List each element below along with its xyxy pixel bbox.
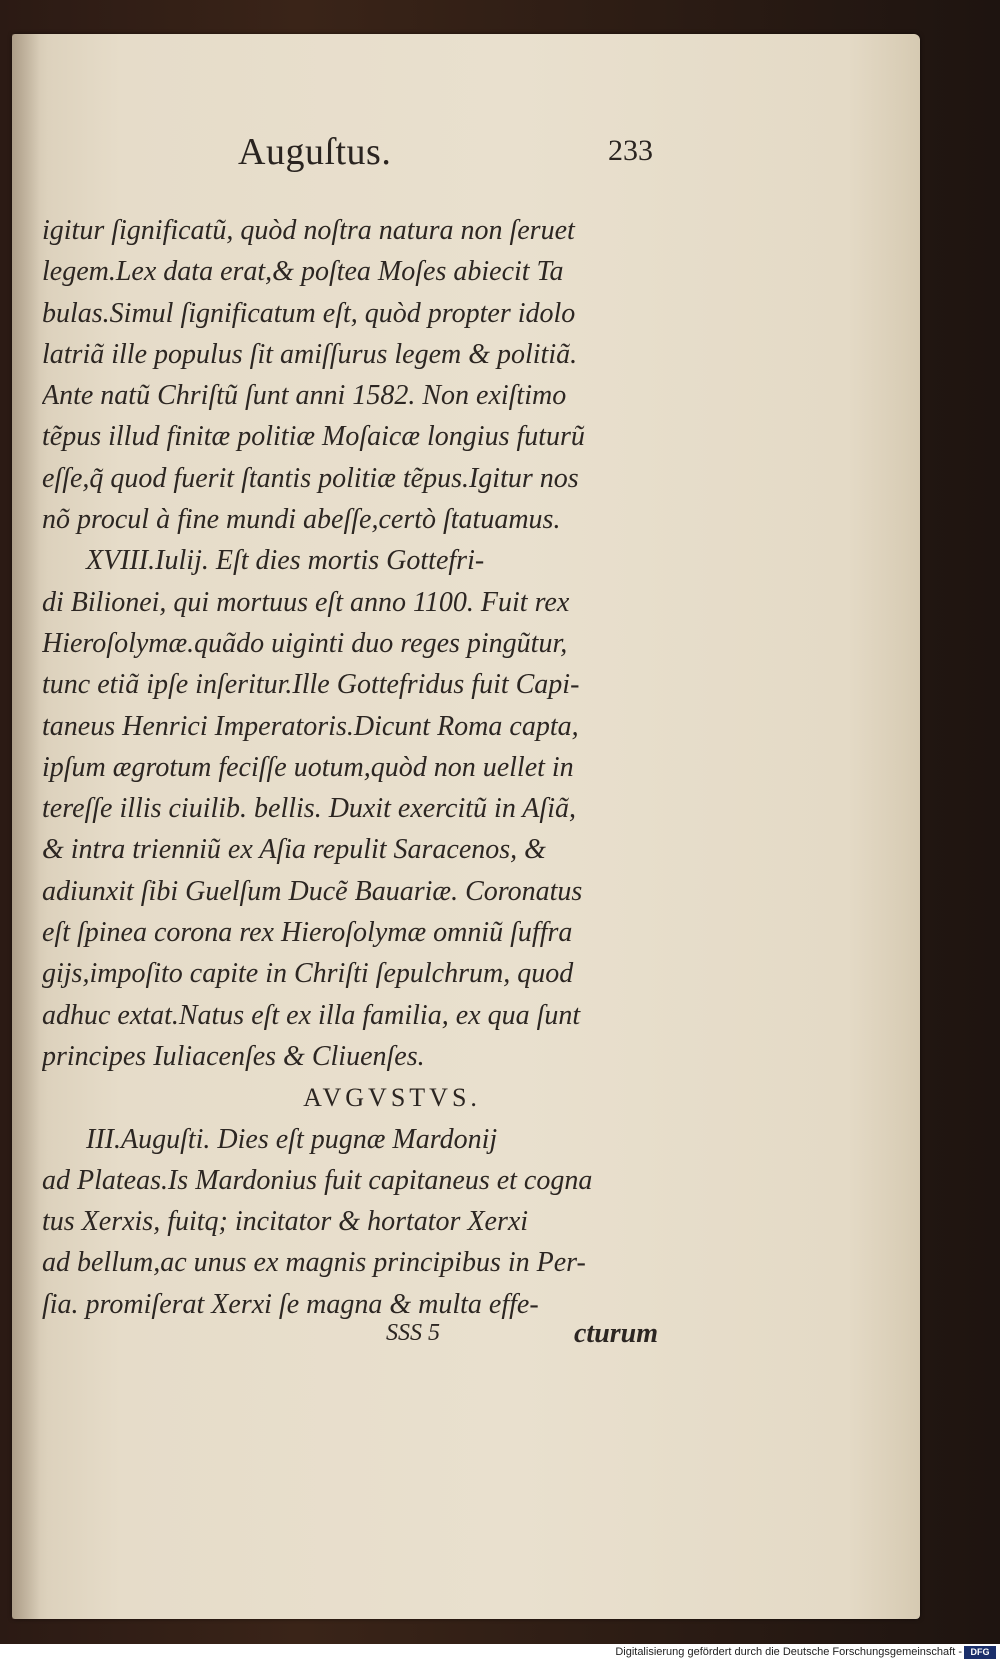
digitization-credit: Digitalisierung gefördert durch die Deutsche Forschungsgemeinschaft - xyxy=(615,1646,962,1658)
text-line: adiunxit ſibi Guelſum Ducẽ Bauariæ. Coronatus xyxy=(42,875,583,907)
catchword: cturum xyxy=(574,1318,659,1349)
text-line: ipſum ægrotum feciſſe uotum,quòd non uellet in xyxy=(42,751,574,783)
text-line: igitur ſignificatũ, quòd noſtra natura non ſeruet xyxy=(42,215,575,246)
text-line: Ante natũ Chriſtũ ſunt anni 1582. Non exiſtimo xyxy=(42,380,567,412)
text-line: di Bilionei, qui mortuus eſt anno 1100. Fuit rex xyxy=(42,586,570,618)
text-line: gijs,impoſito capite in Chriſti ſepulchrum, quod xyxy=(42,958,574,990)
page-header xyxy=(12,130,920,186)
text-line: eſſe,q̃ quod fuerit ſtantis politiæ tẽpus.Igitur nos xyxy=(42,462,579,494)
text-line: XVIII.Iulij. Eſt dies mortis Gottefri- xyxy=(86,545,485,577)
text-line: ad bellum,ac unus ex magnis principibus in Per- xyxy=(42,1247,586,1279)
text-line: taneus Henrici Imperatoris.Dicunt Roma capta, xyxy=(42,710,579,742)
text-line: adhuc extat.Natus eſt ex illa familia, ex qua ſunt xyxy=(42,999,581,1031)
signature-mark: SSS 5 xyxy=(386,1320,440,1346)
text-line: tunc etiã ipſe inſeritur.Ille Gottefridus fuit Capi- xyxy=(42,669,580,701)
text-line: tus Xerxis, fuitq; incitator & hortator Xerxi xyxy=(42,1206,529,1238)
text-line: latriã ille populus ſit amiſſurus legem & politiã. xyxy=(42,338,578,370)
text-line: nõ procul à fine mundi abeſſe,certò ſtatuamus. xyxy=(42,504,561,536)
text-line: legem.Lex data erat,& poſtea Moſes abiecit Ta xyxy=(42,256,564,288)
text-line: tereſſe illis ciuilib. bellis. Duxit exercitũ in Aſiã, xyxy=(42,793,576,825)
dfg-logo: DFG xyxy=(964,1646,996,1659)
text-line: eſt ſpinea corona rex Hieroſolymæ omniũ ſuffra xyxy=(42,917,573,949)
credit-bar xyxy=(0,1644,1000,1662)
running-title: Auguſtus. xyxy=(238,131,392,173)
text-line: bulas.Simul ſignificatum eſt, quòd propter idolo xyxy=(42,297,576,329)
text-line: & intra trienniũ ex Aſia repulit Saracenos, & xyxy=(42,834,546,866)
text-line: principes Iuliacenſes & Cliuenſes. xyxy=(42,1040,425,1072)
gutter-shadow xyxy=(12,34,40,1619)
text-line: III.Auguſti. Dies eſt pugnæ Mardonij xyxy=(86,1123,498,1155)
text-line: ſia. promiſerat Xerxi ſe magna & multa effe- xyxy=(42,1288,539,1320)
book-page xyxy=(12,34,920,1619)
section-heading: AVGVSTVS. xyxy=(303,1083,481,1113)
text-line: Hieroſolymæ.quãdo uiginti duo reges pingũtur, xyxy=(42,627,568,659)
text-line: tẽpus illud finitæ politiæ Moſaicæ longius futurũ xyxy=(42,421,585,453)
body-text xyxy=(42,210,682,1325)
page-number: 233 xyxy=(608,134,653,167)
text-line: ad Plateas.Is Mardonius fuit capitaneus et cogna xyxy=(42,1164,593,1196)
page-footer xyxy=(12,1320,920,1360)
